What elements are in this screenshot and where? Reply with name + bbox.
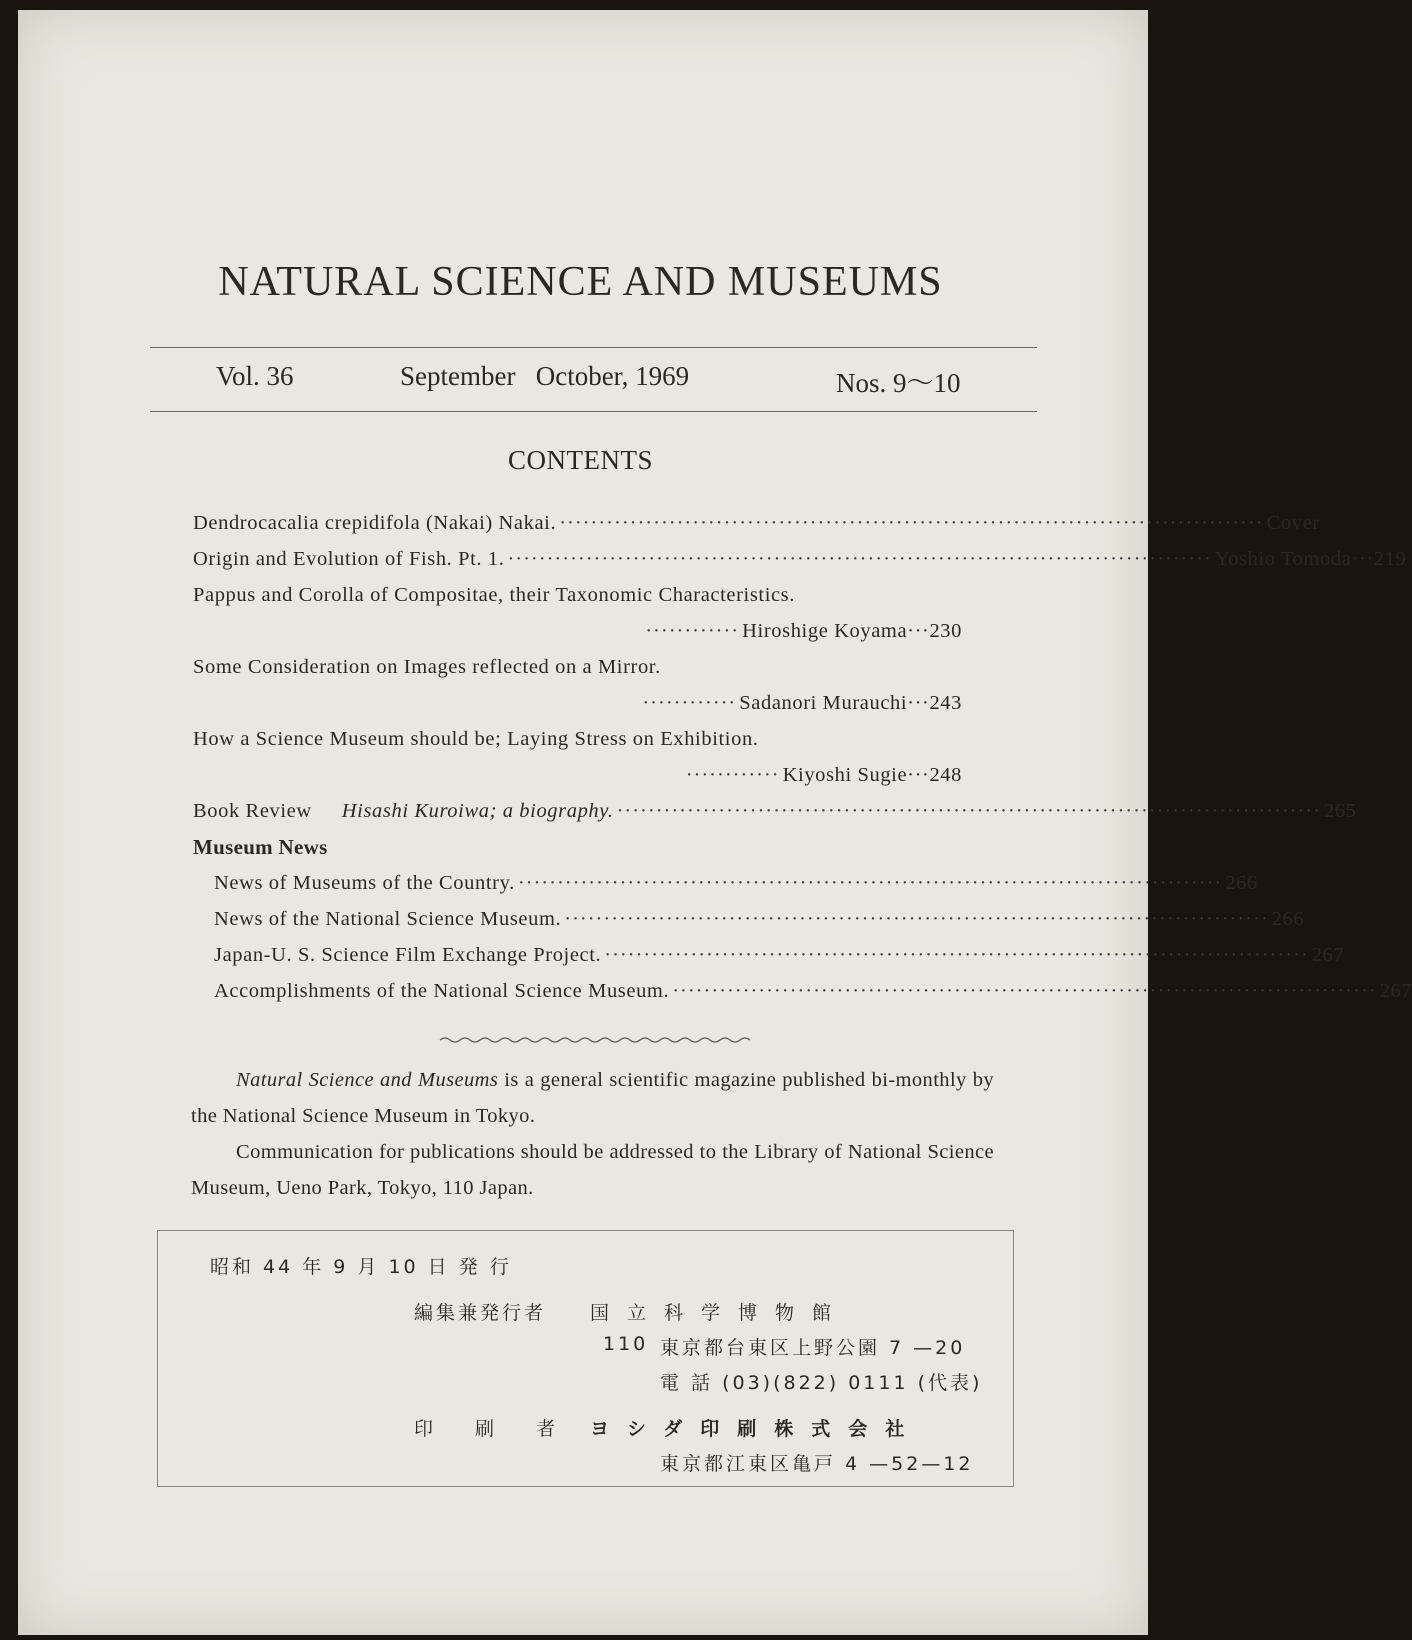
printer-name: ヨシダ印刷株式会社	[590, 1418, 923, 1440]
toc-entry	[193, 577, 962, 613]
toc-title: Origin and Evolution of Fish. Pt. 1.	[193, 548, 505, 570]
toc-entry	[193, 973, 1412, 1009]
toc-title: How a Science Museum should be; Laying Stress on Exhibition.	[193, 728, 759, 750]
toc-entry	[193, 901, 1305, 937]
leader-dots: ··························································································	[507, 548, 1212, 570]
toc-book-title: Hisashi Kuroiwa; a biography.	[341, 800, 614, 822]
leader-dots: ··························································································	[616, 800, 1321, 822]
toc-title: Pappus and Corolla of Compositae, their Taxonomic Characteristics.	[193, 584, 795, 606]
publication-note	[191, 1062, 994, 1206]
wavy-divider	[440, 1035, 750, 1045]
toc-title: News of the National Science Museum.	[214, 908, 562, 930]
toc-entry	[193, 649, 962, 685]
toc-author-page: Hiroshige Koyama···230	[742, 620, 962, 642]
toc-entry	[193, 793, 1357, 829]
leader-dots: ··························································································	[517, 872, 1223, 894]
table-of-contents	[193, 505, 1412, 1009]
editor-address: 東京都台東区上野公園 7 —20	[660, 1337, 966, 1359]
toc-title: Some Consideration on Images reflected on a Mirror.	[193, 656, 661, 678]
issue-date: September October, 1969	[400, 361, 690, 391]
toc-entry	[193, 721, 962, 757]
toc-page: 266	[1225, 872, 1258, 894]
toc-page: 265	[1323, 800, 1357, 822]
note-paragraph	[191, 1062, 994, 1134]
leader-dots: ············	[685, 764, 780, 786]
toc-entry	[193, 865, 1258, 901]
toc-entry	[193, 613, 962, 649]
editor-label: 編集兼発行者	[414, 1302, 547, 1324]
note-paragraph: Communication for publications should be addressed to the Library of National Science Museum, Ueno Park, Tokyo, 110 Japan.	[191, 1141, 994, 1199]
toc-page: 267	[1311, 944, 1345, 966]
issue-numbers: Nos. 9～10	[836, 368, 961, 398]
toc-entry	[193, 505, 1320, 541]
toc-entry	[193, 685, 962, 721]
leader-dots: ··························································································	[559, 512, 1264, 534]
leader-dots: ··························································································	[564, 908, 1269, 930]
journal-title: NATURAL SCIENCE AND MUSEUMS	[218, 259, 943, 305]
issue-date-jp: 昭和 44 年 9 月 10 日 発 行	[210, 1256, 512, 1278]
leader-dots: ············	[645, 620, 740, 642]
toc-author-page: Yoshio Tomoda···219	[1214, 548, 1407, 570]
toc-title: News of Museums of the Country.	[214, 872, 515, 894]
toc-entry	[193, 541, 1407, 577]
toc-page: Cover	[1266, 512, 1320, 534]
toc-author-page: Kiyoshi Sugie···248	[782, 764, 962, 786]
leader-dots: ··························································································	[604, 944, 1309, 966]
toc-title: Japan-U. S. Science Film Exchange Project.	[214, 944, 602, 966]
volume-number: Vol. 36	[216, 361, 294, 391]
toc-page: 267	[1379, 980, 1412, 1002]
rule-bottom	[150, 411, 1037, 412]
toc-title: Dendrocacalia crepidifola (Nakai) Nakai.	[193, 512, 557, 534]
leader-dots: ············	[642, 692, 737, 714]
printer-label: 印 刷 者	[414, 1418, 574, 1440]
rule-top	[150, 347, 1037, 348]
contents-heading: CONTENTS	[508, 445, 653, 475]
printer-address: 東京都江東区亀戸 4 —52—12	[660, 1453, 974, 1475]
toc-entry	[193, 937, 1345, 973]
phone-number: 電 話 (03)(822) 0111 (代表)	[660, 1372, 983, 1394]
toc-entry	[193, 757, 962, 793]
toc-page: 266	[1271, 908, 1305, 930]
postal-code: 110	[603, 1333, 649, 1355]
leader-dots: ··························································································	[672, 980, 1377, 1002]
magazine-name: Natural Science and Museums	[236, 1069, 499, 1091]
toc-title: Accomplishments of the National Science Museum.	[214, 980, 670, 1002]
museum-news-heading: Museum News	[193, 835, 328, 859]
toc-title: Book Review	[193, 800, 312, 822]
toc-author-page: Sadanori Murauchi···243	[739, 692, 962, 714]
note-text: is a general scientific magazine published bi-monthly by the National Science Museum in Tokyo.	[191, 1069, 995, 1127]
editor-name: 国立科学博物館	[590, 1302, 850, 1324]
